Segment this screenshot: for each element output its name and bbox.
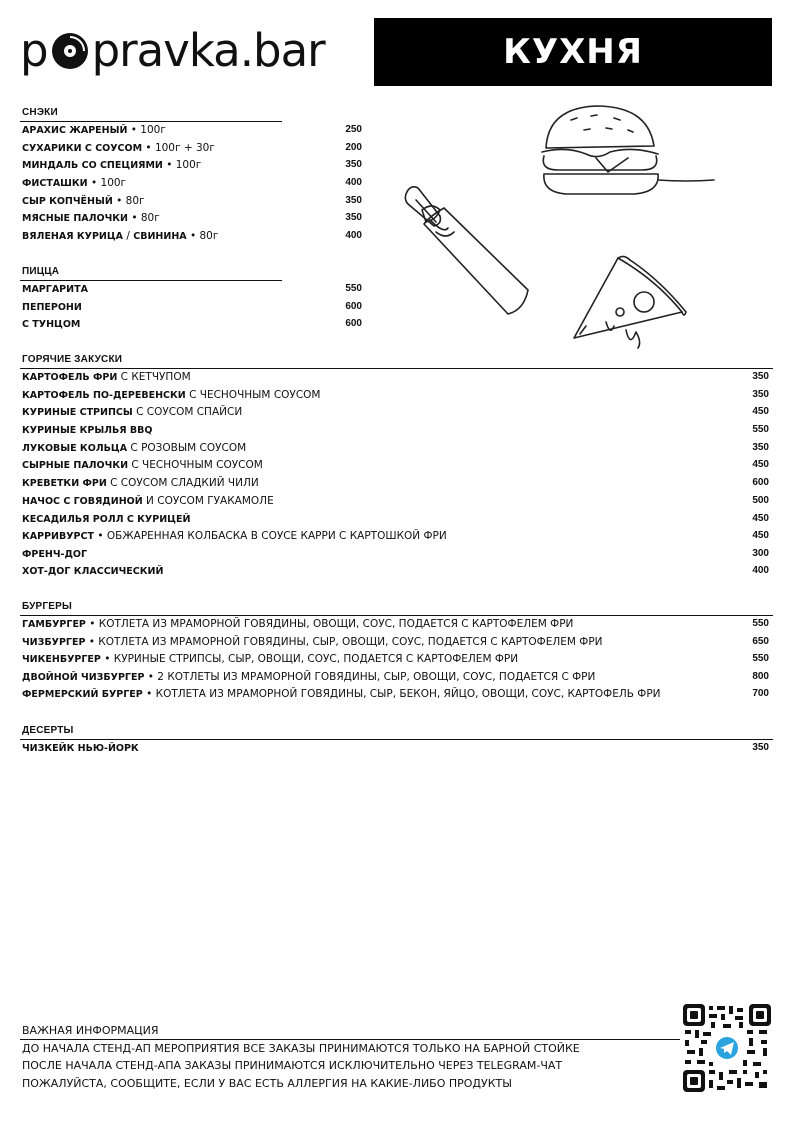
info-line: ПОСЛЕ НАЧАЛА СТЕНД-АПА ЗАКАЗЫ ПРИНИМАЮТСЯ ИСКЛЮЧИТЕЛЬНО ЧЕРЕЗ TELEGRAM-ЧАТ [22, 1059, 563, 1072]
logo-text: pravka.bar [91, 24, 325, 77]
item-price: 350 [752, 442, 769, 453]
section-divider [20, 121, 282, 122]
telegram-qr-code[interactable] [683, 1004, 771, 1092]
section-divider [20, 368, 773, 369]
item-price: 450 [752, 459, 769, 470]
menu-item: КУРИНЫЕ КРЫЛЬЯ BBQ [22, 425, 153, 436]
section-title-desserts: ДЕСЕРТЫ [22, 725, 74, 736]
page-header [374, 18, 772, 86]
burger-line-illustration [536, 100, 716, 200]
item-price: 600 [345, 318, 362, 329]
item-price: 400 [752, 565, 769, 576]
section-divider [20, 615, 773, 616]
section-title-pizza: ПИЦЦА [22, 266, 60, 277]
item-price: 650 [752, 636, 769, 647]
section-title-burgers: БУРГЕРЫ [22, 601, 73, 612]
menu-item: ВЯЛЕНАЯ КУРИЦА / СВИНИНА • 80г [22, 230, 219, 242]
item-price: 550 [752, 653, 769, 664]
french-dog-line-illustration [396, 180, 536, 320]
pizza-slice-line-illustration [566, 250, 696, 360]
menu-item: ФЕРМЕРСКИЙ БУРГЕР • КОТЛЕТА ИЗ МРАМОРНОЙ ГОВЯДИНЫ, СЫР, БЕКОН, ЯЙЦО, ОВОЩИ, СОУС, КАРТОФЕЛЬ ФРИ [22, 688, 661, 700]
info-title: ВАЖНАЯ ИНФОРМАЦИЯ [22, 1024, 159, 1037]
item-price: 350 [345, 212, 362, 223]
item-price: 600 [345, 301, 362, 312]
info-divider [20, 1039, 680, 1040]
item-price: 550 [345, 283, 362, 294]
item-price: 500 [752, 495, 769, 506]
menu-item: ЛУКОВЫЕ КОЛЬЦА С РОЗОВЫМ СОУСОМ [22, 442, 247, 454]
item-price: 550 [752, 424, 769, 435]
menu-item: КАРТОФЕЛЬ ФРИ С КЕТЧУПОМ [22, 371, 191, 383]
menu-item: ПЕПЕРОНИ [22, 302, 82, 313]
item-price: 700 [752, 688, 769, 699]
item-price: 450 [752, 513, 769, 524]
menu-item: СЫРНЫЕ ПАЛОЧКИ С ЧЕСНОЧНЫМ СОУСОМ [22, 459, 263, 471]
menu-item: ГАМБУРГЕР • КОТЛЕТА ИЗ МРАМОРНОЙ ГОВЯДИНЫ, ОВОЩИ, СОУС, ПОДАЕТСЯ С КАРТОФЕЛЕМ ФРИ [22, 618, 574, 630]
item-price: 350 [345, 195, 362, 206]
menu-item: СУХАРИКИ С СОУСОМ • 100г + 30г [22, 142, 215, 154]
menu-item: МАРГАРИТА [22, 284, 88, 295]
menu-item: ФРЕНЧ-ДОГ [22, 549, 88, 560]
item-price: 350 [345, 159, 362, 170]
item-price: 400 [345, 230, 362, 241]
menu-item: С ТУНЦОМ [22, 319, 81, 330]
item-price: 350 [752, 742, 769, 753]
section-divider [20, 280, 282, 281]
info-line: ПОЖАЛУЙСТА, СООБЩИТЕ, ЕСЛИ У ВАС ЕСТЬ АЛЛЕРГИЯ НА КАКИЕ-ЛИБО ПРОДУКТЫ [22, 1077, 512, 1090]
page-title: КУХНЯ [503, 32, 643, 72]
menu-item: СЫР КОПЧЁНЫЙ • 80г [22, 195, 145, 207]
item-price: 800 [752, 671, 769, 682]
item-price: 250 [345, 124, 362, 135]
vinyl-record-icon [50, 31, 90, 71]
brand-logo [20, 22, 325, 80]
item-price: 450 [752, 406, 769, 417]
section-title-hot: ГОРЯЧИЕ ЗАКУСКИ [22, 354, 123, 365]
menu-item: МИНДАЛЬ СО СПЕЦИЯМИ • 100г [22, 159, 202, 171]
menu-item: АРАХИС ЖАРЕНЫЙ • 100г [22, 124, 166, 136]
menu-item: КУРИНЫЕ СТРИПСЫ С СОУСОМ СПАЙСИ [22, 406, 243, 418]
menu-item: НАЧОС С ГОВЯДИНОЙ И СОУСОМ ГУАКАМОЛЕ [22, 495, 274, 507]
item-price: 350 [752, 389, 769, 400]
logo-letter-p: p [20, 24, 48, 77]
menu-item: ЧИЗКЕЙК НЬЮ-ЙОРК [22, 743, 139, 754]
info-line: ДО НАЧАЛА СТЕНД-АП МЕРОПРИЯТИЯ ВСЕ ЗАКАЗЫ ПРИНИМАЮТСЯ ТОЛЬКО НА БАРНОЙ СТОЙКЕ [22, 1042, 580, 1055]
menu-item: КАРТОФЕЛЬ ПО-ДЕРЕВЕНСКИ С ЧЕСНОЧНЫМ СОУСОМ [22, 389, 321, 401]
menu-item: МЯСНЫЕ ПАЛОЧКИ • 80г [22, 212, 160, 224]
item-price: 350 [752, 371, 769, 382]
section-title-snacks: СНЭКИ [22, 107, 58, 118]
menu-item: КЕСАДИЛЬЯ РОЛЛ С КУРИЦЕЙ [22, 514, 191, 525]
item-price: 550 [752, 618, 769, 629]
menu-item: ЧИКЕНБУРГЕР • КУРИНЫЕ СТРИПСЫ, СЫР, ОВОЩИ, СОУС, ПОДАЕТСЯ С КАРТОФЕЛЕМ ФРИ [22, 653, 519, 665]
item-price: 400 [345, 177, 362, 188]
item-price: 600 [752, 477, 769, 488]
item-price: 200 [345, 142, 362, 153]
menu-item: ДВОЙНОЙ ЧИЗБУРГЕР • 2 КОТЛЕТЫ ИЗ МРАМОРНОЙ ГОВЯДИНЫ, СЫР, ОВОЩИ, СОУС, ПОДАЕТСЯ С ФРИ [22, 671, 596, 683]
section-divider [20, 739, 773, 740]
menu-item: ФИСТАШКИ • 100г [22, 177, 127, 189]
item-price: 300 [752, 548, 769, 559]
menu-item: ЧИЗБУРГЕР • КОТЛЕТА ИЗ МРАМОРНОЙ ГОВЯДИНЫ, СЫР, ОВОЩИ, СОУС, ПОДАЕТСЯ С КАРТОФЕЛЕМ ФРИ [22, 636, 603, 648]
menu-item: КРЕВЕТКИ ФРИ С СОУСОМ СЛАДКИЙ ЧИЛИ [22, 477, 259, 489]
item-price: 450 [752, 530, 769, 541]
menu-item: КАРРИВУРСТ • ОБЖАРЕННАЯ КОЛБАСКА В СОУСЕ КАРРИ С КАРТОШКОЙ ФРИ [22, 530, 447, 542]
menu-item: ХОТ-ДОГ КЛАССИЧЕСКИЙ [22, 566, 164, 577]
